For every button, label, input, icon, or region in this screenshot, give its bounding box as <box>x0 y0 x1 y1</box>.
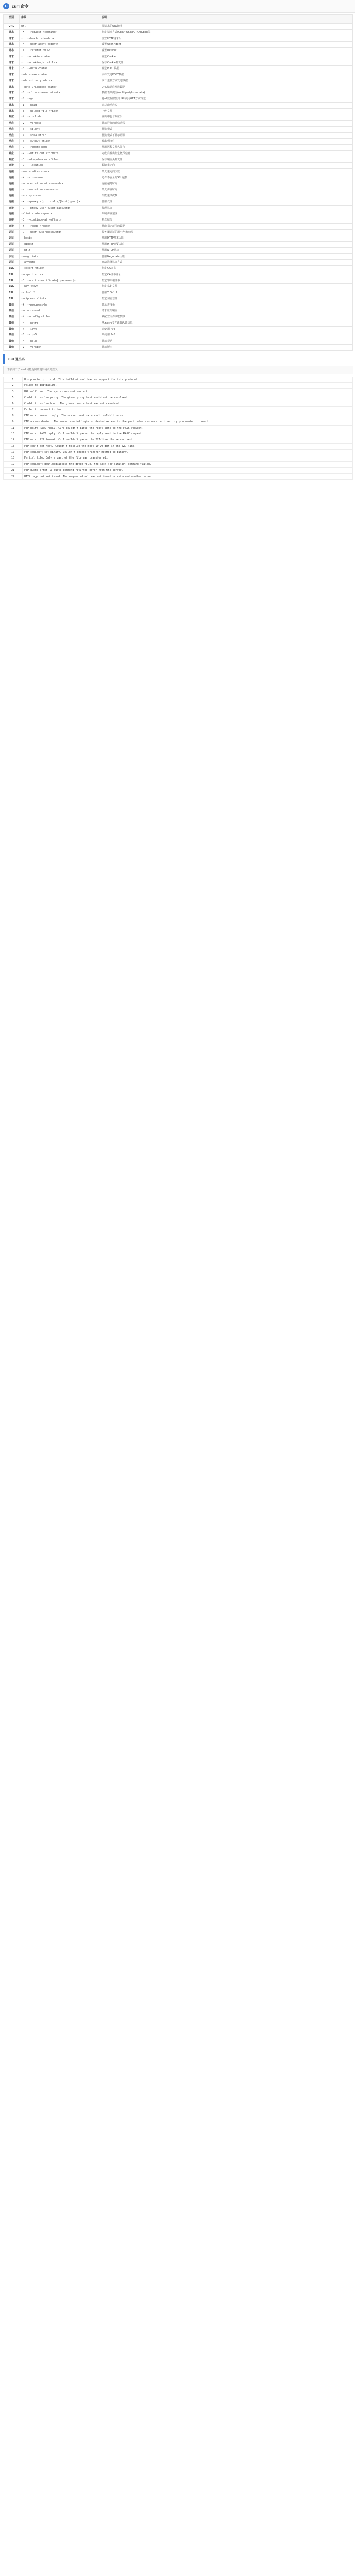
table-row <box>4 181 353 187</box>
row-category: 连接 <box>4 193 20 199</box>
table-row <box>4 193 353 199</box>
table-row <box>4 211 353 217</box>
table-row <box>4 84 353 90</box>
row-category: 请求 <box>4 42 20 48</box>
exit-code-number: 17 <box>4 449 23 455</box>
row-description: 使用Negotiate认证 <box>100 253 353 260</box>
row-category: SSL <box>4 290 20 296</box>
exit-code-number: 3 <box>4 389 23 395</box>
exit-code-message: URL malformed. The syntax was not correct. <box>23 389 353 395</box>
table-row <box>4 187 353 193</box>
exit-code-row <box>4 473 353 480</box>
table-row <box>4 278 353 284</box>
row-description: 最大重定向次数 <box>100 169 353 175</box>
exit-code-number: 13 <box>4 431 23 437</box>
exit-code-message: FTP weird 227 format. Curl couldn't parse the 227-line the server sent. <box>23 437 353 444</box>
row-category: 其他 <box>4 326 20 332</box>
table-row <box>4 308 353 314</box>
exit-code-message: FTP weird server reply. The server sent data curl couldn't parse. <box>23 413 353 419</box>
exit-code-row <box>4 407 353 413</box>
row-description: 设置User-Agent <box>100 42 353 48</box>
row-description: 静默模式下显示错误 <box>100 132 353 139</box>
row-param: -s, --silent <box>20 126 100 132</box>
row-param: -b, --cookie <data> <box>20 54 100 60</box>
row-category: 连接 <box>4 199 20 205</box>
row-param: -u, --user <user:password> <box>20 229 100 235</box>
table-row <box>4 157 353 163</box>
exit-code-row <box>4 383 353 389</box>
exit-code-message: Couldn't resolve proxy. The given proxy host could not be resolved. <box>23 395 353 401</box>
table-row <box>4 338 353 345</box>
row-category: 认证 <box>4 229 20 235</box>
row-param: --retry <num> <box>20 193 100 199</box>
row-description: 限制传输速度 <box>100 211 353 217</box>
exit-code-message: FTP quote error. A quote command returned error from the server. <box>23 467 353 473</box>
table-row <box>4 102 353 108</box>
row-param: -e, --referer <URL> <box>20 48 100 54</box>
options-table-head <box>4 15 353 24</box>
row-description: 设置HTTP请求头 <box>100 36 353 42</box>
options-table-wrapper <box>3 14 353 480</box>
row-description: 保存Cookie到文件 <box>100 60 353 66</box>
row-category: SSL <box>4 284 20 290</box>
table-row <box>4 72 353 78</box>
row-description: 模拟表单提交(multipart/form-data) <box>100 90 353 96</box>
exit-code-row <box>4 389 353 395</box>
table-row <box>4 205 353 211</box>
row-param: -K, --config <file> <box>20 314 100 320</box>
exit-code-row <box>4 377 353 383</box>
exit-code-message: FTP weird PASS reply. Curl couldn't parse the reply sent to the PASS request. <box>23 425 353 431</box>
row-category: 响应 <box>4 157 20 163</box>
row-description: 使用NTLM认证 <box>100 247 353 253</box>
row-description: 要请求的URL地址 <box>100 24 353 30</box>
row-category: SSL <box>4 296 20 302</box>
exit-code-number: 2 <box>4 383 23 389</box>
row-category: 认证 <box>4 235 20 242</box>
row-description: 显示帮助 <box>100 338 353 345</box>
exit-code-row <box>4 449 353 455</box>
row-param: -6, --ipv6 <box>20 332 100 338</box>
row-description: 输出到文件 <box>100 139 353 145</box>
row-param: --data-urlencode <data> <box>20 84 100 90</box>
table-row <box>4 253 353 260</box>
exit-code-number: 6 <box>4 401 23 407</box>
row-param: -T, --upload-file <file> <box>20 108 100 114</box>
row-param: -F, --form <name=content> <box>20 90 100 96</box>
table-row <box>4 223 353 229</box>
row-description: 指定CA证书 <box>100 266 353 272</box>
table-row <box>4 296 353 302</box>
row-param: --cacert <file> <box>20 266 100 272</box>
exit-code-row <box>4 413 353 419</box>
exit-code-row <box>4 395 353 401</box>
row-description: 显示进度条 <box>100 302 353 308</box>
row-category: 认证 <box>4 260 20 266</box>
row-param: -v, --verbose <box>20 121 100 127</box>
row-param: -#, --progress-bar <box>20 302 100 308</box>
row-category: 其他 <box>4 320 20 326</box>
table-row <box>4 169 353 175</box>
column-header-description: 说明 <box>100 15 353 24</box>
row-description: 自动选择认证方式 <box>100 260 353 266</box>
row-category: 连接 <box>4 211 20 217</box>
row-category: 请求 <box>4 102 20 108</box>
row-description: 指定加密套件 <box>100 296 353 302</box>
row-description: 使用远程文件名保存 <box>100 145 353 151</box>
exit-codes-table-body <box>4 377 353 480</box>
row-param: -X, --request <command> <box>20 29 100 36</box>
row-category: 响应 <box>4 150 20 157</box>
table-row <box>4 326 353 332</box>
row-category: 响应 <box>4 121 20 127</box>
row-description: 上传文件 <box>100 108 353 114</box>
exit-code-row <box>4 419 353 425</box>
row-category: 连接 <box>4 187 20 193</box>
exit-codes-heading: curl 退出码 <box>3 354 353 364</box>
table-row <box>4 247 353 253</box>
row-param: -i, --include <box>20 114 100 121</box>
exit-code-message: Unsupported protocol. This build of curl has no support for this protocol. <box>23 377 353 383</box>
row-description: 将-d数据附加到URL使用GET方式发送 <box>100 96 353 103</box>
table-row <box>4 42 353 48</box>
exit-codes-table <box>3 377 353 480</box>
column-header-category: 类别 <box>4 15 20 24</box>
row-param: --data-raw <data> <box>20 72 100 78</box>
top-bar <box>0 0 355 13</box>
row-category: SSL <box>4 266 20 272</box>
row-category: 连接 <box>4 223 20 229</box>
row-description: 服务器认证的用户名和密码 <box>100 229 353 235</box>
row-param: -I, --head <box>20 102 100 108</box>
row-description: 只使用IPv4 <box>100 326 353 332</box>
table-row <box>4 217 353 224</box>
row-category: 连接 <box>4 169 20 175</box>
row-category: URL <box>4 24 20 30</box>
row-param: -U, --proxy-user <user:password> <box>20 205 100 211</box>
table-row <box>4 229 353 235</box>
table-row <box>4 60 353 66</box>
row-param: url <box>20 24 100 30</box>
exit-code-number: 19 <box>4 462 23 468</box>
row-param: -r, --range <range> <box>20 223 100 229</box>
row-description: 静默模式 <box>100 126 353 132</box>
row-param: --negotiate <box>20 253 100 260</box>
logo: C <box>3 3 9 9</box>
row-param: -x, --proxy <[protocol://]host[:port]> <box>20 199 100 205</box>
exit-code-message: FTP weird PASV reply. Curl couldn't parse the reply sent to the PASV request. <box>23 431 353 437</box>
row-param: --digest <box>20 242 100 248</box>
row-param: --ciphers <list> <box>20 296 100 302</box>
row-category: 请求 <box>4 29 20 36</box>
exit-code-row <box>4 462 353 468</box>
table-row <box>4 344 353 350</box>
row-category: 请求 <box>4 54 20 60</box>
row-description: 指定CA证书目录 <box>100 272 353 278</box>
row-description: 设置Referer <box>100 48 353 54</box>
row-description: 只获取响应头 <box>100 102 353 108</box>
row-param: -D, --dump-header <file> <box>20 157 100 163</box>
row-category: 连接 <box>4 163 20 169</box>
table-row <box>4 54 353 60</box>
exit-code-number: 8 <box>4 413 23 419</box>
row-category: 认证 <box>4 247 20 253</box>
row-category: 请求 <box>4 78 20 84</box>
exit-code-number: 18 <box>4 455 23 462</box>
exit-code-row <box>4 467 353 473</box>
row-category: 连接 <box>4 217 20 224</box>
row-param: -m, --max-time <seconds> <box>20 187 100 193</box>
row-description: 失败重试次数 <box>100 193 353 199</box>
row-category: 请求 <box>4 72 20 78</box>
exit-code-message: Partial file. Only a part of the file was transferred. <box>23 455 353 462</box>
options-table-body <box>4 24 353 351</box>
table-row <box>4 48 353 54</box>
row-description: 输出中包含响应头 <box>100 114 353 121</box>
row-description: 显示版本 <box>100 344 353 350</box>
row-description: 指定客户端证书 <box>100 278 353 284</box>
row-category: 请求 <box>4 108 20 114</box>
exit-code-number: 14 <box>4 437 23 444</box>
row-param: -L, --location <box>20 163 100 169</box>
row-description: 从配置文件读取参数 <box>100 314 353 320</box>
options-table <box>3 14 353 351</box>
table-row <box>4 24 353 30</box>
table-row <box>4 139 353 145</box>
table-row <box>4 266 353 272</box>
table-row <box>4 314 353 320</box>
exit-code-row <box>4 437 353 444</box>
exit-code-row <box>4 431 353 437</box>
row-param: -h, --help <box>20 338 100 345</box>
table-row <box>4 284 353 290</box>
table-row <box>4 145 353 151</box>
table-row <box>4 96 353 103</box>
row-category: 请求 <box>4 48 20 54</box>
row-param: -V, --version <box>20 344 100 350</box>
row-category: 请求 <box>4 60 20 66</box>
row-category: 其他 <box>4 344 20 350</box>
row-category: 请求 <box>4 90 20 96</box>
row-description: 跟随重定向 <box>100 163 353 169</box>
table-row <box>4 108 353 114</box>
row-description: 发送POST数据 <box>100 66 353 72</box>
row-description: 原样发送POST数据 <box>100 72 353 78</box>
row-param: -G, --get <box>20 96 100 103</box>
exit-code-message: FTP couldn't download/access the given file, the RETR (or similar) command failed. <box>23 462 353 468</box>
row-description: 使用HTTP基本认证 <box>100 235 353 242</box>
row-param: -o, --output <file> <box>20 139 100 145</box>
row-category: 其他 <box>4 314 20 320</box>
row-description: 保存响应头到文件 <box>100 157 353 163</box>
table-row <box>4 260 353 266</box>
row-param: -c, --cookie-jar <file> <box>20 60 100 66</box>
row-category: 其他 <box>4 302 20 308</box>
row-param: -k, --insecure <box>20 175 100 181</box>
row-category: 请求 <box>4 96 20 103</box>
row-param: --anyauth <box>20 260 100 266</box>
table-row <box>4 132 353 139</box>
row-param: -S, --show-error <box>20 132 100 139</box>
row-param: --data-binary <data> <box>20 78 100 84</box>
row-description: 连接超时时间 <box>100 181 353 187</box>
row-description: 代理认证 <box>100 205 353 211</box>
exit-code-message: Couldn't resolve host. The given remote host was not resolved. <box>23 401 353 407</box>
row-description: 以二进制方式发送数据 <box>100 78 353 84</box>
row-category: 其他 <box>4 332 20 338</box>
exit-code-number: 21 <box>4 467 23 473</box>
row-category: 请求 <box>4 36 20 42</box>
exit-code-row <box>4 455 353 462</box>
table-row <box>4 150 353 157</box>
exit-code-message: FTP couldn't set binary. Couldn't change transfer method to binary. <box>23 449 353 455</box>
exit-code-number: 15 <box>4 443 23 449</box>
row-param: -w, --write-out <format> <box>20 150 100 157</box>
exit-code-number: 5 <box>4 395 23 401</box>
exit-code-message: HTTP page not retrieved. The requested url was not found or returned another error. <box>23 473 353 480</box>
row-param: --basic <box>20 235 100 242</box>
row-param: -d, --data <data> <box>20 66 100 72</box>
table-row <box>4 29 353 36</box>
table-row <box>4 332 353 338</box>
row-category: 连接 <box>4 175 20 181</box>
table-row <box>4 242 353 248</box>
row-category: 其他 <box>4 338 20 345</box>
table-row <box>4 272 353 278</box>
row-description: 发送Cookie <box>100 54 353 60</box>
row-param: -O, --remote-name <box>20 145 100 151</box>
table-row <box>4 66 353 72</box>
row-description: 断点续传 <box>100 217 353 224</box>
row-param: -C, --continue-at <offset> <box>20 217 100 224</box>
column-header-param: 参数 <box>20 15 100 24</box>
exit-codes-note: 下表列出了 curl 可能返回的退出码及其含义。 <box>3 366 353 374</box>
exit-code-row <box>4 443 353 449</box>
row-category: 认证 <box>4 242 20 248</box>
row-description: URL编码后发送数据 <box>100 84 353 90</box>
table-row <box>4 126 353 132</box>
row-description: 完成后输出指定格式信息 <box>100 150 353 157</box>
row-category: 认证 <box>4 253 20 260</box>
exit-code-number: 7 <box>4 407 23 413</box>
exit-code-row <box>4 425 353 431</box>
table-row <box>4 121 353 127</box>
exit-code-number: 1 <box>4 377 23 383</box>
row-category: 连接 <box>4 181 20 187</box>
exit-code-number: 22 <box>4 473 23 480</box>
exit-code-row <box>4 401 353 407</box>
row-param: -4, --ipv4 <box>20 326 100 332</box>
row-param: -E, --cert <certificate[:password]> <box>20 278 100 284</box>
row-description: 使用代理 <box>100 199 353 205</box>
exit-code-message: Failed to initialize. <box>23 383 353 389</box>
table-row <box>4 163 353 169</box>
row-param: --max-redirs <num> <box>20 169 100 175</box>
page-title: curl 命令 <box>12 4 29 9</box>
row-param: -n, --netrc <box>20 320 100 326</box>
row-category: SSL <box>4 278 20 284</box>
row-description: 指定请求方式(GET/POST/PUT/DELETE等) <box>100 29 353 36</box>
exit-code-message: FTP can't get host. Couldn't resolve the host IP we got in the 227-line. <box>23 443 353 449</box>
row-category: 请求 <box>4 84 20 90</box>
table-row <box>4 302 353 308</box>
row-param: --key <key> <box>20 284 100 290</box>
row-description: 指定私钥文件 <box>100 284 353 290</box>
table-row <box>4 90 353 96</box>
table-row <box>4 290 353 296</box>
row-description: 允许不安全的SSL连接 <box>100 175 353 181</box>
row-param: --limit-rate <speed> <box>20 211 100 217</box>
row-description: 最大传输时间 <box>100 187 353 193</box>
table-row <box>4 36 353 42</box>
row-param: --connect-timeout <seconds> <box>20 181 100 187</box>
row-category: 其他 <box>4 308 20 314</box>
row-description: 使用HTTP摘要认证 <box>100 242 353 248</box>
row-category: 响应 <box>4 132 20 139</box>
row-description: 获取指定范围的数据 <box>100 223 353 229</box>
row-category: 连接 <box>4 205 20 211</box>
table-row <box>4 114 353 121</box>
row-category: 响应 <box>4 114 20 121</box>
row-description: 只使用IPv6 <box>100 332 353 338</box>
exit-code-message: FTP access denied. The server denied login or denied access to the particular resource or directory you wanted to reach. <box>23 419 353 425</box>
row-category: 响应 <box>4 145 20 151</box>
table-row <box>4 320 353 326</box>
row-param: --tlsv1.2 <box>20 290 100 296</box>
table-row <box>4 199 353 205</box>
row-description: 使用TLSv1.2 <box>100 290 353 296</box>
row-description: 从.netrc文件读取认证信息 <box>100 320 353 326</box>
row-param: -A, --user-agent <agent> <box>20 42 100 48</box>
row-category: SSL <box>4 272 20 278</box>
table-row <box>4 78 353 84</box>
table-row <box>4 175 353 181</box>
row-param: --compressed <box>20 308 100 314</box>
row-category: 响应 <box>4 139 20 145</box>
exit-code-number: 11 <box>4 425 23 431</box>
row-param: --capath <dir> <box>20 272 100 278</box>
row-category: 响应 <box>4 126 20 132</box>
exit-code-message: Failed to connect to host. <box>23 407 353 413</box>
row-description: 显示详细的通信过程 <box>100 121 353 127</box>
row-param: --ntlm <box>20 247 100 253</box>
options-table-header-row <box>4 15 353 24</box>
row-category: 请求 <box>4 66 20 72</box>
table-row <box>4 235 353 242</box>
row-param: -H, --header <header> <box>20 36 100 42</box>
row-description: 请求压缩响应 <box>100 308 353 314</box>
exit-code-number: 9 <box>4 419 23 425</box>
